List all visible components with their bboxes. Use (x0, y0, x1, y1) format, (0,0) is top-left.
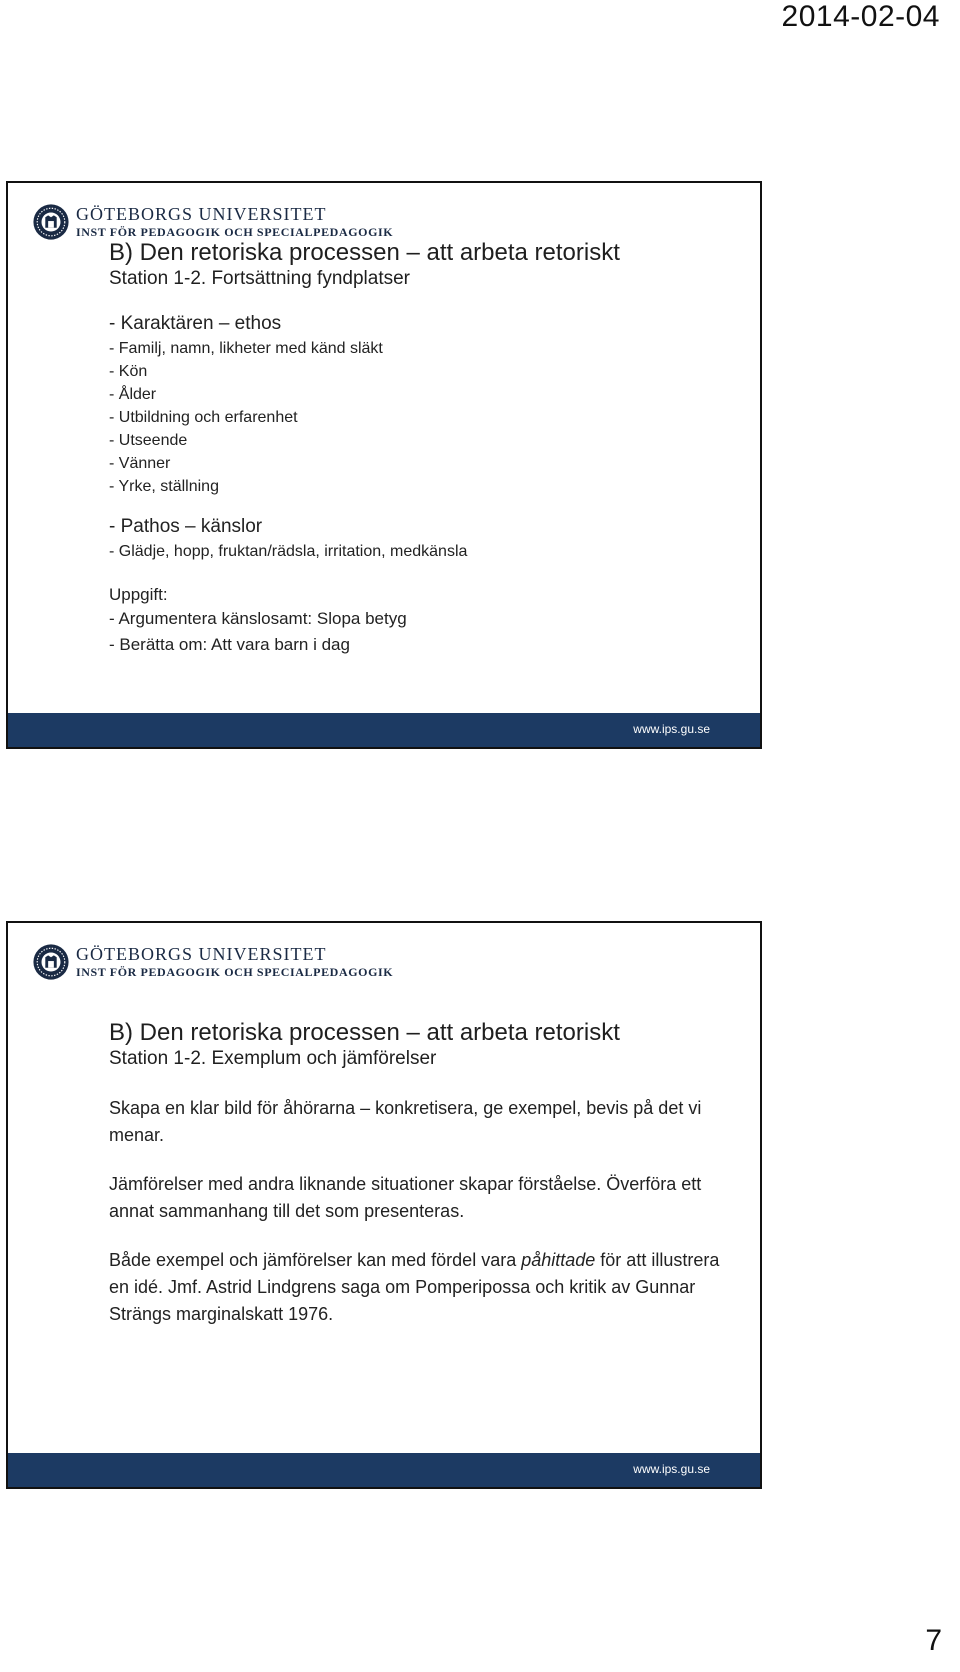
page-number: 7 (925, 1624, 942, 1657)
pathos-heading: - Pathos – känslor (109, 516, 263, 537)
slide-subtitle: Station 1-2. Fortsättning fyndplatser (109, 268, 410, 289)
ethos-heading: - Karaktären – ethos (109, 313, 282, 334)
list-item: - Familj, namn, likheter med känd släkt (109, 340, 383, 357)
emphasis-text: påhittade (521, 1250, 596, 1270)
list-item: - Utseende (109, 432, 188, 449)
slide-2 (6, 921, 762, 1489)
university-seal-icon (32, 203, 70, 241)
footer-bar (8, 1453, 760, 1487)
footer-url: www.ips.gu.se (633, 1462, 710, 1476)
task-heading: Uppgift: (109, 585, 168, 604)
university-name: GÖTEBORGS UNIVERSITET (76, 204, 327, 224)
list-item: - Glädje, hopp, fruktan/rädsla, irritation, medkänsla (109, 543, 468, 560)
list-item: - Ålder (109, 386, 157, 403)
university-name: GÖTEBORGS UNIVERSITET (76, 944, 327, 964)
footer-url: www.ips.gu.se (633, 722, 710, 736)
list-item: - Yrke, ställning (109, 478, 219, 495)
slide-2-content (109, 1019, 740, 1328)
department-name: INST FÖR PEDAGOGIK OCH SPECIALPEDAGOGIK (76, 225, 394, 239)
paragraph-text: för att illustrera en idé. Jmf. Astrid Lindgrens saga om Pomperipossa och kritik av Gunnar Strängs marginalskatt 1976. (109, 1250, 720, 1324)
footer-bar (8, 713, 760, 747)
list-item: - Kön (109, 363, 148, 380)
department-name: INST FÖR PEDAGOGIK OCH SPECIALPEDAGOGIK (76, 965, 394, 979)
slide-1 (6, 181, 762, 749)
paragraph (109, 1247, 740, 1328)
slide-subtitle: Station 1-2. Exemplum och jämförelser (109, 1048, 437, 1069)
header-date: 2014-02-04 (781, 0, 940, 33)
paragraph: Jämförelser med andra liknande situationer skapar förståelse. Överföra ett annat sammanhang till det som presenteras. (109, 1174, 702, 1221)
slide-1-content (109, 239, 740, 658)
list-item: - Berätta om: Att vara barn i dag (109, 635, 350, 654)
list-item: - Argumentera känslosamt: Slopa betyg (109, 609, 407, 628)
list-item: - Utbildning och erfarenhet (109, 409, 298, 426)
university-seal-icon (32, 943, 70, 981)
paragraph: Skapa en klar bild för åhörarna – konkretisera, ge exempel, bevis på det vi menar. (109, 1098, 702, 1145)
list-item: - Vänner (109, 455, 171, 472)
slide-title: B) Den retoriska processen – att arbeta retoriskt (109, 239, 620, 266)
slide-title: B) Den retoriska processen – att arbeta retoriskt (109, 1019, 620, 1046)
paragraph-text: Både exempel och jämförelser kan med fördel vara (109, 1250, 522, 1270)
